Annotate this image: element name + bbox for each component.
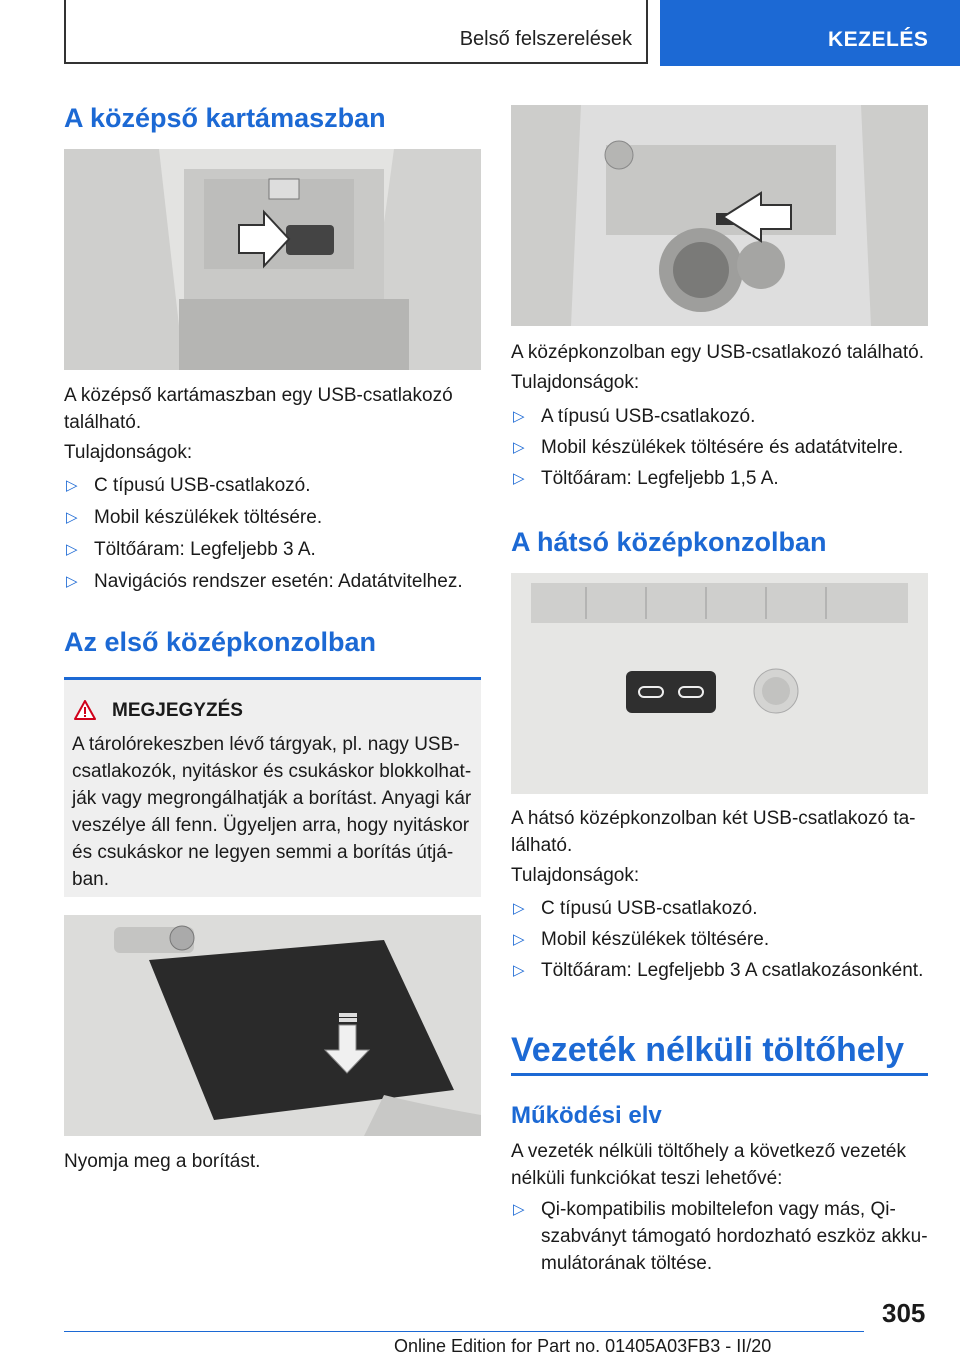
press-cover-caption: Nyomja meg a borítást. bbox=[64, 1151, 261, 1172]
front-console-caption: A középkonzolban egy USB-csatlakozó található. bbox=[511, 342, 924, 363]
warning-note bbox=[64, 677, 481, 897]
heading-rule bbox=[511, 1073, 928, 1076]
note-line: ják vagy megrongálhatják a borítást. Anyagi kár bbox=[72, 788, 472, 809]
header-box bbox=[64, 0, 648, 64]
wireless-charging-heading: Vezeték nélküli töltőhely bbox=[511, 1031, 905, 1069]
triangle-right-icon: ▷ bbox=[513, 439, 525, 456]
armrest-properties-label: Tulajdonságok: bbox=[64, 442, 193, 463]
front-console-properties-label: Tulajdonságok: bbox=[511, 372, 640, 393]
triangle-right-icon: ▷ bbox=[66, 573, 78, 590]
rear-console-properties-label: Tulajdonságok: bbox=[511, 865, 640, 886]
armrest-caption-line1: A középső kartámaszban egy USB-csatlakozó bbox=[64, 385, 453, 406]
triangle-right-icon: ▷ bbox=[66, 477, 78, 494]
armrest-caption-line2: található. bbox=[64, 412, 142, 433]
press-cover-photo bbox=[64, 915, 481, 1136]
rear-console-usb-photo bbox=[511, 573, 928, 794]
triangle-right-icon: ▷ bbox=[66, 541, 78, 558]
triangle-right-icon: ▷ bbox=[513, 470, 525, 487]
note-line: és csukáskor ne legyen semmi a borítás útjá- bbox=[72, 842, 454, 863]
rear-console-caption-line1: A hátsó középkonzolban két USB-csatlakozó ta- bbox=[511, 808, 916, 829]
armrest-usb-photo bbox=[64, 149, 481, 370]
note-line: csatlakozók, nyitáskor és csukáskor blokkolhat- bbox=[72, 761, 472, 782]
page-number: 305 bbox=[882, 1298, 926, 1328]
header-section-title: Belső felszerelések bbox=[459, 28, 632, 50]
header-chapter-label: KEZELÉS bbox=[828, 28, 929, 51]
armrest-heading: A középső kartámaszban bbox=[64, 103, 386, 133]
wireless-text-line2: nélküli funkciókat teszi lehetővé: bbox=[511, 1168, 783, 1189]
note-title: MEGJEGYZÉS bbox=[112, 700, 243, 721]
front-console-heading: Az első középkonzolban bbox=[64, 627, 377, 657]
triangle-right-icon: ▷ bbox=[513, 1201, 525, 1218]
rear-console-heading: A hátsó középkonzolban bbox=[511, 527, 827, 557]
triangle-right-icon: ▷ bbox=[513, 962, 525, 979]
wireless-subheading: Működési elv bbox=[511, 1102, 662, 1129]
triangle-right-icon: ▷ bbox=[513, 408, 525, 425]
rear-console-caption-line2: lálható. bbox=[511, 835, 573, 856]
note-line: ban. bbox=[72, 869, 109, 890]
wireless-bullet-line3: mulátorának töltése. bbox=[541, 1253, 713, 1274]
note-line: A tárolórekeszben lévő tárgyak, pl. nagy USB- bbox=[72, 734, 460, 755]
triangle-right-icon: ▷ bbox=[66, 509, 78, 526]
triangle-right-icon: ▷ bbox=[513, 931, 525, 948]
front-console-usb-photo bbox=[511, 105, 928, 326]
note-line: veszélye áll fenn. Ügyeljen arra, hogy nyitáskor bbox=[72, 815, 470, 836]
header-chapter-tab[interactable] bbox=[660, 0, 960, 66]
triangle-right-icon: ▷ bbox=[513, 900, 525, 917]
footer-rule bbox=[64, 1331, 864, 1332]
wireless-bullet-line2: szabványt támogató hordozható eszköz akku- bbox=[541, 1226, 928, 1247]
warning-triangle-icon bbox=[74, 700, 96, 720]
wireless-text-line1: A vezeték nélküli töltőhely a következő vezeték bbox=[511, 1141, 907, 1162]
footer-edition: Online Edition for Part no. 01405A03FB3 - II/20 bbox=[394, 1336, 772, 1356]
